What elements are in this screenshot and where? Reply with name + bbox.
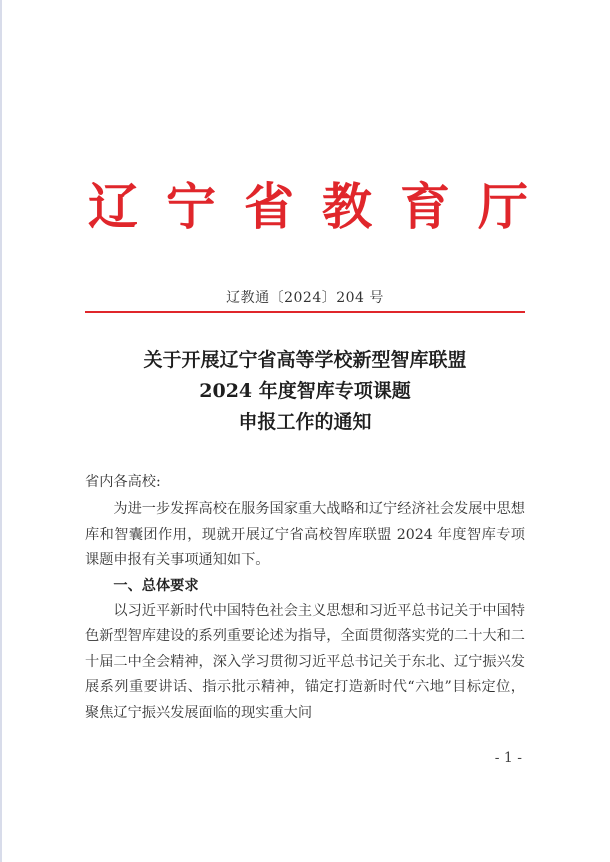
section-heading: 一、总体要求 [113, 577, 199, 594]
title-line-3: 申报工作的通知 [238, 411, 372, 433]
red-divider [85, 311, 525, 313]
document-title [0, 345, 610, 438]
title-line-1: 关于开展辽宁省高等学校新型智库联盟 [143, 349, 467, 371]
salutation: 省内各高校: [85, 474, 161, 490]
issuer-char: 育 [400, 177, 450, 236]
intro-paragraph: 为进一步发挥高校在服务国家重大战略和辽宁经济社会发展中思想库和智囊团作用，现就开展辽宁省高校智库联盟 2024 年度智库专项课题申报有关事项通知如下。 [85, 501, 525, 569]
document-number: 辽教通〔2024〕204 号 [226, 290, 384, 306]
issuer-char: 省 [244, 177, 294, 236]
title-line-2: 2024 年度智库专项课题 [199, 380, 411, 402]
document-body [85, 470, 525, 726]
section-paragraph: 以习近平新时代中国特色社会主义思想和习近平总书记关于中国特色新型智库建设的系列重要论述为指导，全面贯彻落实党的二十大和二十届二中全会精神，深入学习贯彻习近平总书记关于东北、辽宁振兴发展系列重要讲话、指示批示精神，锚定打造新时代“六地”目标定位，聚焦辽宁振兴发展面临的现实重大问 [85, 603, 525, 721]
issuer-header [88, 172, 528, 242]
issuer-char: 宁 [166, 177, 216, 236]
issuer-char: 辽 [88, 177, 138, 236]
page-number: - 1 - [494, 750, 522, 766]
issuer-char: 教 [322, 177, 372, 236]
issuer-char: 厅 [478, 177, 528, 236]
